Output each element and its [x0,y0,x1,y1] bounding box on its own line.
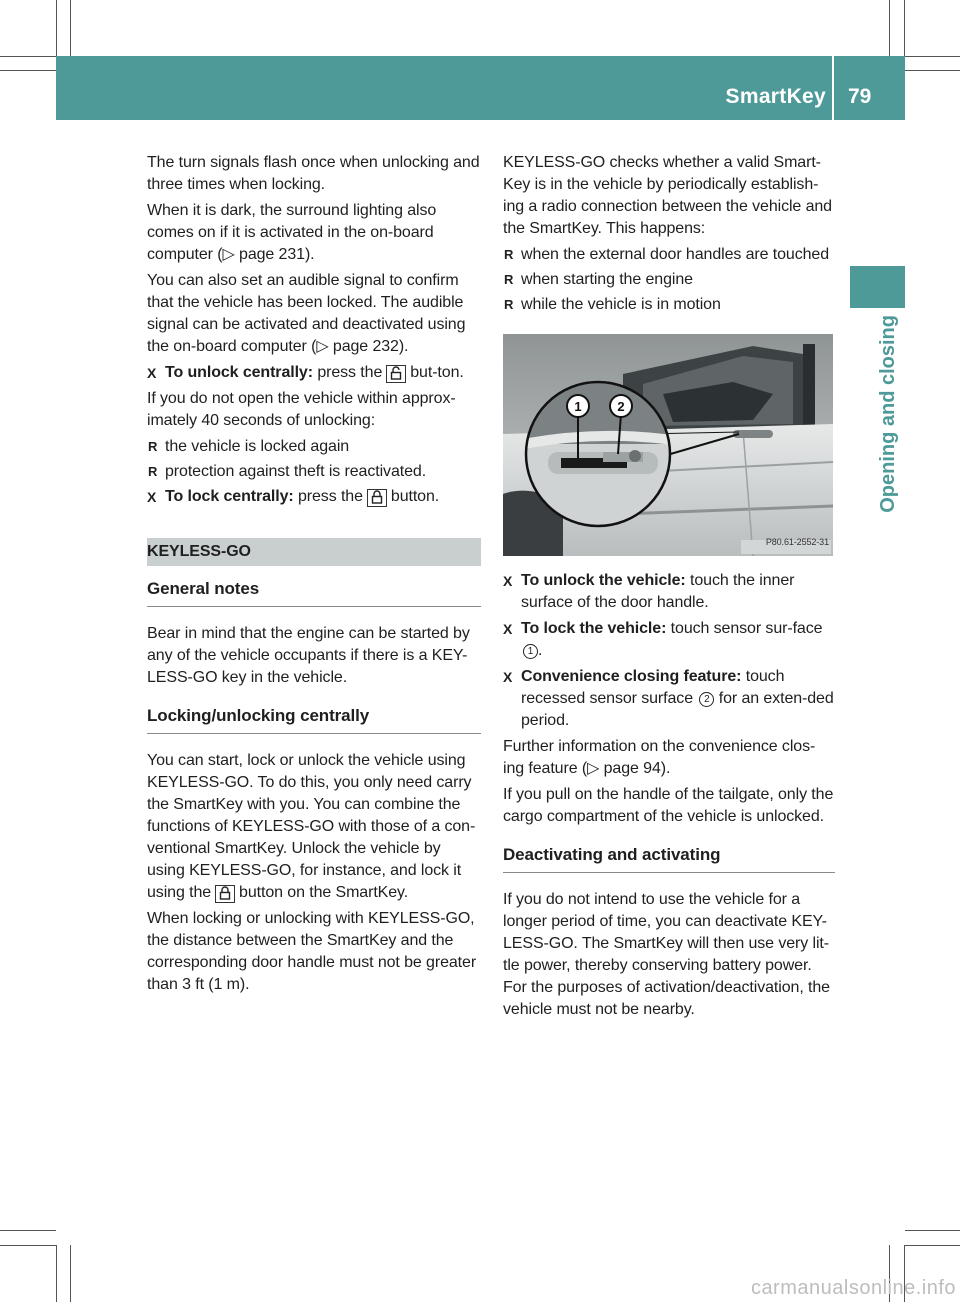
crop-mark [0,56,56,57]
crop-mark [905,1245,960,1246]
instruction-label: Convenience closing feature: [521,668,742,685]
paragraph: If you do not intend to use the vehicle for a longer period of time, you can deactivate KEY-LESS-GO. The SmartKey will then use very lit-tle power, thereby conserving battery power. For the purposes of activation/deactivation, the vehicle must not be nearby. [503,891,830,1018]
instruction-arrow-icon: X [147,365,157,381]
callout-ref-1: 1 [523,644,538,659]
instruction-text: press the [297,488,363,505]
left-column [147,152,481,1000]
paragraph-text: You can start, lock or unlock the vehicle using KEYLESS-GO. To do this, you only need carry the SmartKey with you. You can combine the functions of KEYLESS-GO with those of a con-ventional SmartKey. Unlock the vehicle by using KEYLESS-GO, for instance, and lock it using the [147,752,476,901]
paragraph: The turn signals flash once when unlocking and three times when locking. [147,154,480,193]
instruction-arrow-icon: X [503,621,513,637]
instruction-lock-vehicle: X To lock the vehicle: touch sensor sur-face 1 . [503,620,823,659]
subheading-general-notes: General notes [147,578,481,607]
instruction-label: To unlock centrally: [165,364,313,381]
paragraph: Bear in mind that the engine can be started by any of the vehicle occupants if there is a KEY-LESS-GO key in the vehicle. [147,625,470,686]
crop-mark [0,70,56,71]
instruction-text: touch sensor sur-face [670,620,823,637]
callout-ref-2: 2 [699,692,714,707]
section-heading-band [147,538,481,566]
list-item-text: when starting the engine [521,271,693,288]
paragraph: KEYLESS-GO checks whether a valid Smart-Key is in the vehicle by periodically establish-ing a radio connection between the vehicle and the SmartKey. This happens: [503,154,832,237]
chapter-label [877,315,900,513]
instruction-arrow-icon: X [147,489,157,505]
instruction-arrow-icon: X [503,573,513,589]
paragraph [147,750,481,904]
paragraph: If you pull on the handle of the tailgate, only the cargo compartment of the vehicle is unlocked. [503,786,834,825]
list-item-text: protection against theft is reactivated. [165,463,427,480]
chapter-tab [850,266,905,308]
unlock-icon [386,365,406,383]
header-divider [832,56,834,120]
instruction-label: To unlock the vehicle: [521,572,686,589]
paragraph: If you do not open the vehicle within approx-imately 40 seconds of unlocking: [147,390,456,429]
lock-icon [215,885,235,903]
paragraph-text: button on the SmartKey. [239,884,409,901]
list-item-text: the vehicle is locked again [165,438,350,455]
instruction-lock-centrally [147,486,481,508]
door-handle-figure [503,334,833,556]
paragraph: When it is dark, the surround lighting also comes on if it is activated in the on-board computer (▷ page 231). [147,202,437,263]
instruction-text: press the [317,364,383,381]
callout-2: 2 [617,399,625,414]
instruction-unlock-centrally [147,362,481,384]
bullet-icon: R [148,464,158,479]
paragraph: You can also set an audible signal to confirm that the vehicle has been locked. The audible signal can be activated and deactivated using the on-board computer (▷ page 232). [147,272,466,355]
crop-mark [70,0,71,56]
crop-mark [56,0,57,56]
page-number: 79 [848,85,872,108]
callout-1: 1 [574,399,582,414]
bullet-icon: R [504,297,514,312]
watermark: carmanualsonline.info [750,1277,956,1299]
list-item [503,294,835,316]
list-item [147,461,481,483]
list-item [503,244,835,266]
subheading-deactivating: Deactivating and activating [503,844,835,873]
instruction-text: for an exten-ded period. [521,690,834,729]
crop-mark [56,1245,57,1302]
crop-mark [0,1230,56,1231]
bullet-icon: R [148,439,158,454]
chapter-label-text: Opening and closing [877,315,899,513]
crop-mark [905,1230,960,1231]
instruction-convenience-closing [503,666,835,732]
bullet-icon: R [504,272,514,287]
crop-mark [889,0,890,56]
instruction-text: touch the inner surface of the door handle. [521,572,795,611]
list-item-text: when the external door handles are touched [521,246,830,263]
crop-mark [0,1245,56,1246]
right-column [503,152,835,1025]
instruction-text: but-ton. [410,364,464,381]
running-header-title: SmartKey [725,85,826,108]
crop-mark [70,1245,71,1302]
instruction-arrow-icon: X [503,669,513,685]
instruction-label: To lock centrally: [165,488,294,505]
lock-icon [367,489,387,507]
instruction-text: touch recessed sensor surface [521,668,785,707]
figure-code: P80.61-2552-31 [765,537,829,547]
instruction-label: To lock the vehicle: [521,620,667,637]
list-item [503,269,835,291]
list-item-text: while the vehicle is in motion [521,296,721,313]
crop-mark [904,0,905,56]
paragraph: Further information on the convenience clos-ing feature (▷ page 94). [503,738,816,777]
section-heading: KEYLESS-GO [147,543,251,560]
bullet-icon: R [504,247,514,262]
crop-mark [905,56,960,57]
instruction-text: button. [390,488,440,505]
list-item [147,436,481,458]
crop-mark [905,70,960,71]
subheading-locking-unlocking: Locking/unlocking centrally [147,705,481,734]
car-door-illustration [503,334,833,556]
paragraph: When locking or unlocking with KEYLESS-GO, the distance between the SmartKey and the corresponding door handle must not be greater than 3 ft (1 m). [147,910,477,993]
instruction-unlock-vehicle [503,570,835,614]
